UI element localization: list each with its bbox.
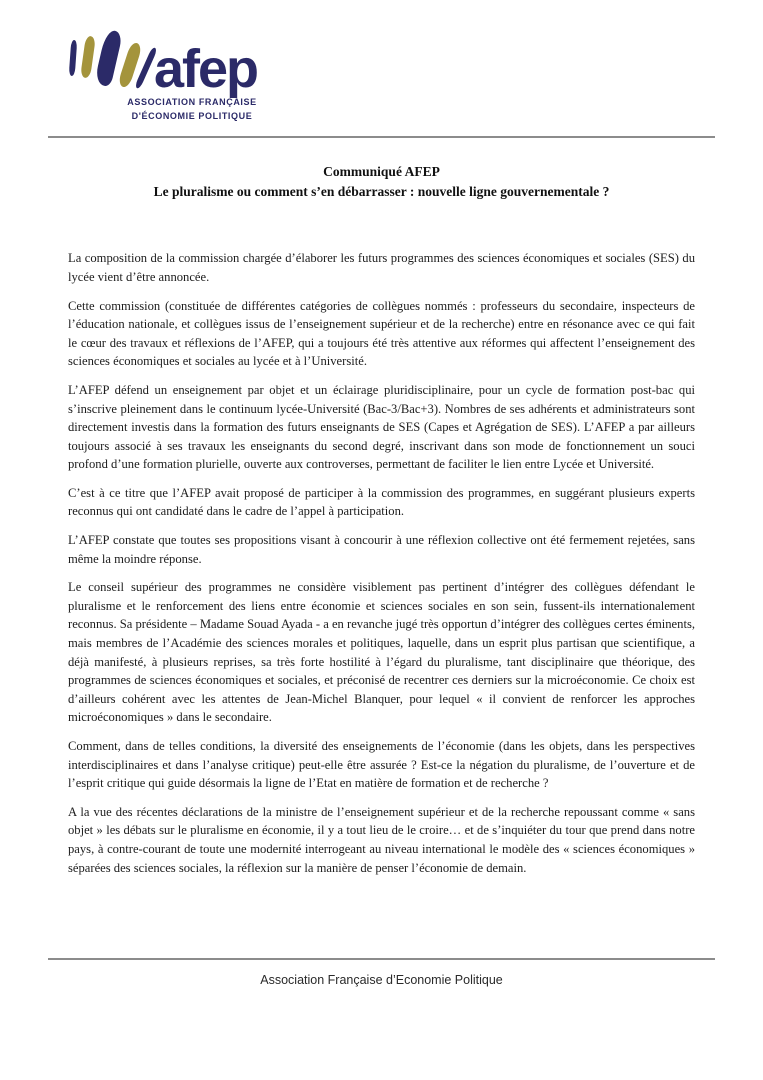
paragraph: Comment, dans de telles conditions, la diversité des enseignements de l’économie (dans les objets, dans les perspectives interdisciplinaires et dans l’analyse critique) peut-elle être assurée ? Est-ce la négation du pluralisme, de l’ouverture et de l’esprit critique qui guide désormais la ligne de l’Etat en matière de formation et de recherche ? — [68, 739, 695, 791]
footer — [48, 958, 715, 987]
document-body — [68, 249, 695, 877]
logo-caption-line1: ASSOCIATION FRANÇAISE — [127, 97, 257, 107]
paragraph: L’AFEP défend un enseignement par objet et un éclairage pluridisciplinaire, pour un cycle de formation post-bac qui s’inscrive pleinement dans le continuum lycée-Université (Bac-3/Bac+3). Nombres de ses adhérents et administrateurs sont directement investis dans la formation des futurs enseignants de SES (Capes et Agrégation de SES). L’AFEP a par ailleurs toujours associé à ses travaux les enseignants du second degré, inscrivant dans son mode de fonctionnement un souci profond d’une formation plurielle, ouverte aux controverses, permettant de faciliter le lien entre Lycée et Université. — [68, 382, 695, 472]
logo-caption — [112, 96, 272, 123]
header — [0, 0, 763, 124]
paragraph: Le conseil supérieur des programmes ne considère visiblement pas pertinent d’intégrer des collègues défendant le pluralisme et le renforcement des liens entre économie et sciences sociales en son sein, fussent-ils internationalement reconnus. Sa présidente – Madame Souad Ayada - a en revanche jugé très opportun d’intégrer des collègues certes éminents, mais membres de l’Académie des sciences morales et politiques, laquelle, dans un esprit plus partisan que scientifique, a déjà manifesté, à plusieurs reprises, sa très forte hostilité à l’égard du pluralisme, tant disciplinaire que théorique, des programmes de sciences économiques et sociales, et préconisé de recentrer ces derniers sur la microéconomie. Ce choix est d’ailleurs cohérent avec les attentes de Jean-Michel Blanquer, pour lequel « il convient de renforcer les approches microéconomiques » dans le secondaire. — [68, 580, 695, 725]
paragraph: L’AFEP constate que toutes ses propositions visant à concourir à une réflexion collective ont été fermement rejetées, sans même la moindre réponse. — [68, 533, 695, 566]
logo-brand-text: afep — [154, 38, 258, 99]
header-divider — [48, 136, 715, 138]
title-line1: Communiqué AFEP — [323, 163, 440, 179]
title-line2: Le pluralisme ou comment s’en débarrasser : nouvelle ligne gouvernementale ? — [153, 184, 610, 200]
brush-strokes-icon — [70, 30, 149, 90]
paragraph: C’est à ce titre que l’AFEP avait proposé de participer à la commission des programmes, en suggérant plusieurs experts reconnus qui ont candidaté dans le cadre de l’appel à participation. — [68, 485, 695, 519]
brush-stroke-navy-1 — [69, 40, 77, 76]
paragraph: Cette commission (constituée de différentes catégories de collègues nommés : professeurs du secondaire, inspecteurs de l’éducation nationale, et collègues issus de l’enseignement supérieur et de la recherche) entre en résonance avec ce qui fait le cœur des travaux et réflexions de l’AFEP, qui a toujours été très attentive aux réformes qui affectent l’enseignement des sciences économiques et sociales au lycée et à l’Université. — [68, 298, 695, 369]
paragraph: A la vue des récentes déclarations de la ministre de l’enseignement supérieur et de la recherche repoussant comme « sans objet » les débats sur le pluralisme en économie, il y a tout lieu de le croire… et de s’inquiéter du tour que prend dans notre pays, à contre-courant de toute une modernité interrogeant au niveau international le modèle des « sciences économiques » séparées des sciences sociales, la réflexion sur la manière de penser l’économie de demain. — [68, 804, 695, 875]
logo-caption-line2: D'ÉCONOMIE POLITIQUE — [131, 110, 253, 121]
footer-text: Association Française d’Economie Politique — [260, 973, 503, 987]
paragraph: La composition de la commission chargée d’élaborer les futurs programmes des sciences économiques et sociales (SES) du lycée vient d’être annoncée. — [68, 251, 695, 284]
document-title — [0, 162, 763, 204]
afep-logo — [70, 28, 272, 123]
brush-stroke-gold-1 — [80, 36, 96, 79]
